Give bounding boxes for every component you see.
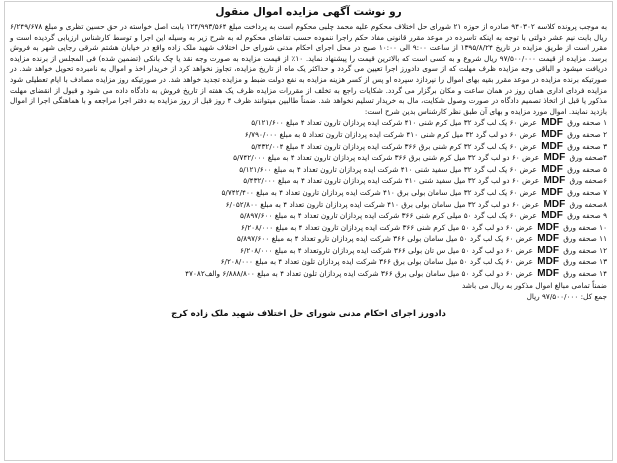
item-material: MDF [541,117,563,129]
item-material: MDF [541,140,563,152]
item-description: عرض ۶۰ دو لب گرد ۵۰ میل س تان بولی ۳۶۶ شرکت ایده پردازان تاروتعداد ۴ به مبلغ ۶/۲۰۸/۰۰۰ [240,245,533,255]
item-description: عرض ۶۰ دو لب گرد ۳۲ میل سفید شنی ۴۱۰ شرکت ایده پردازان تارون تعداد ۴ به مبلغ ۵/۴۳۲/۰۰۰ [243,176,540,186]
signature-line: دادورز اجرای احکام مدنی شورای حل اختلاف شهید ملک زاده کرج [171,308,446,319]
item-description: عرض ۶۰ یک لب گرد ۵۰ میل سامان بولی برق ۳۶۶ شرکت ایده پردازان تلون تعداد ۴ به مبلغ ۶/۲۰۸/۰۰۰ [220,257,533,267]
item-material: MDF [537,268,559,280]
item-number: ۷ صحفه ورق [567,187,607,197]
item-description: عرض ۶۰ یک لب گرد ۳۲ میل کرم شنی ۴۱۰ شرکت ایده پردازان تارون تعداد ۴ مبلغ ۵/۱۲۱/۶۰۰ [251,118,537,128]
item-description: عرض ۶۰ دو لب گرد ۵۰ میل سامان بولی برق ۳۶۶ شرکت ایده پردازان تلون تعداد ۴ به مبلغ ۶/۸۸۸/۸۰۰ والف۴۷۰۸۲ [185,269,533,279]
currency-note: ضمناً تمامی مبالغ اموال مذکور به ریال می باشد [461,280,607,290]
item-description: عرض ۶۰ یک لب گرد ۳۲ کرم شنی برق ۳۶۶ شرکت ایده پردازان تارون تعداد ۴ مبلغ ۵/۴۳۲/۰۰۴ [251,141,537,151]
item-description: عرض ۶۰ یک لب گرد ۵۰ میل سامان بولی ۳۶۶ شرکت ایده پردازان تارو تعداد ۴ به مبلغ ۵/۸۹۷/۶۰۰ [236,234,533,244]
item-description: عرض ۶۰ دو لب گرد ۳۲ میل کرم شنی برق ۳۶۶ شرکت ایده پردازان تارون تعداد ۴ به مبلغ ۵/۷۴۲/۰۰۰ [233,153,540,163]
notice-border [4,1,613,461]
item-number: ۶صحفه ورق [569,176,607,186]
item-material: MDF [541,128,563,140]
item-material: MDF [537,221,559,233]
item-number: ۸صحفه ورق [569,199,607,209]
item-number: ۵ صحفه ورق [567,164,607,174]
item-number: ۹ صحفه ورق [567,211,607,221]
notice-body: به موجب پرونده کلاسه ۹۴۰۳۰۲ صادره از حوزه ۲۱ شورای حل اختلاف محکوم علیه محمد چلبی محکوم است به پرداخت مبلغ ۱۲۴/۹۹۳/۵۶۴ بابت اصل خواسته در حق حسین تظری و مبلغ ۶/۲۴۹/۶۷۸ ریال بابت نیم عشر دولتی با توجه به اینکه تاسرده در موعد مقرر قانونی مفاد حکم راجرا ننموده حسب تقاضای محکوم له به شرح زیر به وسیله این اجرا و توسط کارشناس ارزیابی گردیده است و مقرر است از طریق مزایده در تاریخ ۱۳۹۵/۸/۲۴ از ساعت ۹:۰۰ الی ۱۰:۰۰ صبح در محل اجرای احکام مدنی شورای حل اختلاف شهید ملک زاده واقع در خیابان هشتم شرقی رجایی شهر به فروش برسد. مزایده از قیمت ۹۷/۵۰۰/۰۰۰ ریال شروع و به کسی است که بالاترین قیمت را پیشنهاد نماید. ۱۰٪ از قیمت مزایده به صورت وجه نقد یا چک بانکی (تضمین شده) فی المجلس از برنده مزایده دریافت میشود و الباقی وجه مزایده ظرف مهلت که از سوی دادورز اجرا تعیین می گردد و حداکثر یک ماه از تاریخ مزایده، تجاوز نخواهد کرد از خریدار اخذ و اموال به نامبرده تحویل خواهد شد. در صورتیکه برنده مزایده در موعد مقرر بقیه بهای اموال را نپردازد سپرده او پس از کسر هزینه مزایده به نفع دولت ضبط و مزایده تجدید خواهد شد. در صورتیکه روز مزایده مصادف با ایام تعطیلی شود مزایده فردای اداری همان روز در همان ساعت و مکان برگزار می گردد. شکایات راجع به تخلف از مقررات مزایده ظرف یک هفته از تاریخ فروش به دادگاه داده می شود و قبول از انقضای مهلت مذکور یا قبل از اتخاذ تصمیم دادگاه در صورت وصول شکایت، مال به خریدار تسلیم نخواهد شد. ضمناً طالبین میتوانند ظرف ۴ روز قبل از روز مزایده به دفتر اجرا مراجعه و با هماهنگی اجرا از اموال بازدید نمایند. اموال مورد مزایده و بهای آن طبق نظر کارشناس بدین شرح است: [10,22,607,116]
item-description: عرض ۶۰ دو لب گرد ۳۲ میل کرم شنی ۴۱۰ شرکت ایده پردازان تارون تعداد ۵ به مبلغ ۶/۷۹۰/۰۰۰ [244,129,537,139]
item-number: ۱۴ صحفه ورق [563,269,607,279]
item-material: MDF [543,152,566,164]
item-material: MDF [537,244,559,256]
item-number: ۲ صحفه ورق [567,129,607,139]
item-description: عرض ۶۰ یک لب گرد ۵۰ میلی کرم شنی ۳۶۶ شرکت ایده پردازان تارون تعداد ۴ به مبلغ ۵/۸۹۷/۶۰۰ [240,211,537,221]
item-material: MDF [537,233,559,245]
item-description: عرض ۶۰ دو لب گرد ۵۰ میل کرم شنی ۳۶۶ شرکت ایده پردازان تارون تعداد ۴ به مبلغ ۶/۲۰۸/۰۰۰ [240,222,533,232]
item-number: ۴صحفه ورق [569,153,607,163]
item-material: MDF [541,210,563,222]
item-material: MDF [543,175,566,187]
item-material: MDF [541,186,563,198]
item-description: عرض ۶۰ یک لب گرد ۳۲ میل سامان بولی برق ۴۱۰ شرکت ایده پردازان تارون تعداد ۴ به مبلغ ۵/۷۴۲/۴۰۰ [221,187,537,197]
notice-title: رو نوشت آگهی مزایده اموال منقول [215,6,402,18]
item-number: ۱ صحفه ورق [567,118,607,128]
item-number: ۱۳ صحفه ورق [563,257,607,267]
item-description: عرض ۶۰ دو لب گرد ۳۲ میل سامان بولی برق ۴۱۰ شرکت ایده پردازان تارون تعداد ۴ به مبلغ ۶/۰۵۲/۸۰۰ [225,199,540,209]
item-number: ۱۰ صحفه ورق [563,222,607,232]
item-material: MDF [543,198,566,210]
total-amount: جمع کل: ۹۷/۵۰۰/۰۰۰ ریال [526,292,607,302]
item-description: عرض ۶۰ یک لب گرد ۳۲ میل سفید شنی ۴۱۰ شرکت ایده پردازان تارون تعداد ۴ به مبلغ ۵/۱۲۱/۶۰۰ [239,164,537,174]
item-number: ۱۲ صحفه ورق [563,245,607,255]
item-number: ۱۱ صحفه ورق [563,234,607,244]
item-material: MDF [541,163,563,175]
item-number: ۳ صحفه ورق [567,141,607,151]
item-material: MDF [537,256,559,268]
